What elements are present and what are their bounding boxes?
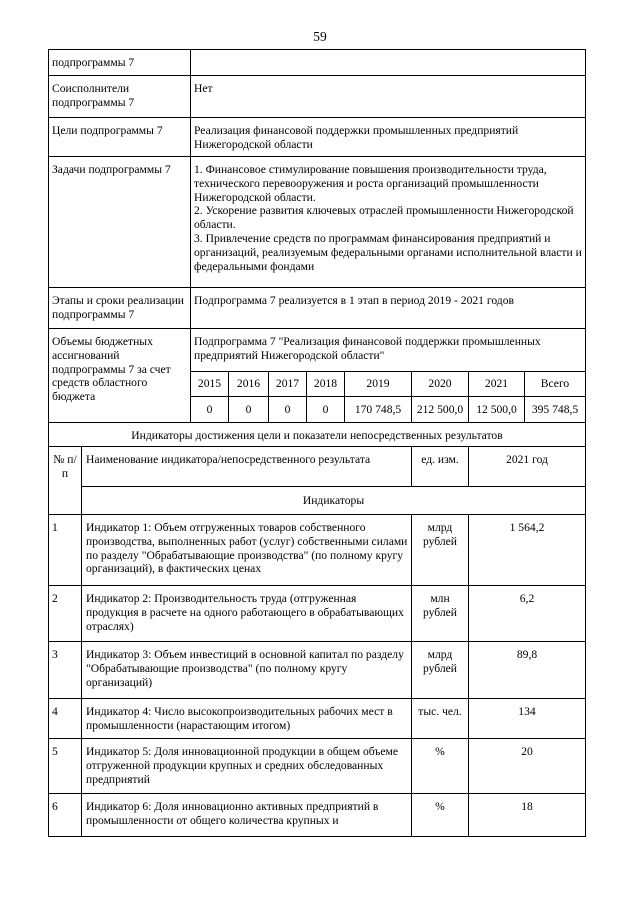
indicator-name: Индикатор 1: Объем отгруженных товаров собственного производства, выполненных работ (услуг) собственными силами по разделу "Обрабатывающие производства" (по полному кругу организаций), в фактических ценах [86, 521, 408, 576]
rule [48, 117, 585, 118]
budget-total-header: Всего [540, 377, 570, 390]
rule [48, 75, 585, 76]
row-label: подпрограммы 7 [52, 56, 135, 69]
budget-total: 395 748,5 [531, 403, 579, 416]
coexecutors-value: Нет [194, 82, 213, 95]
tasks-value [194, 163, 582, 273]
rule [585, 49, 586, 837]
page-number: 59 [313, 29, 327, 44]
goals-value: Реализация финансовой поддержки промышленных предприятий Нижегородской области [194, 124, 519, 151]
col-name-header: Наименование индикатора/непосредственного результата [86, 453, 371, 466]
indicator-name: Индикатор 4: Число высокопроизводительных рабочих мест в промышленности (нарастающим итогом) [86, 705, 393, 732]
budget-year: 2017 [275, 377, 300, 390]
budget-value: 12 500,0 [476, 403, 517, 416]
tasks-label: Задачи подпрограммы 7 [52, 163, 171, 176]
rule [190, 396, 585, 397]
budget-value: 0 [284, 403, 291, 416]
rule [48, 585, 585, 586]
budget-value: 0 [245, 403, 252, 416]
rule [190, 371, 585, 372]
rule [48, 156, 585, 157]
indicator-value: 1 564,2 [509, 521, 545, 534]
task-item: 3. Привлечение средств по программам финансирования предприятий и организаций, реализуемым федеральными органами исполнительной власти и федеральными фондами [194, 231, 582, 273]
rule [48, 641, 585, 642]
budget-year: 2018 [313, 377, 338, 390]
col-year-header: 2021 год [506, 453, 548, 466]
rule [190, 49, 191, 422]
indicator-num: 3 [52, 648, 58, 661]
rule [48, 514, 585, 515]
rule [48, 446, 585, 447]
budget-value: 0 [322, 403, 329, 416]
budget-year: 2020 [428, 377, 452, 390]
budget-year: 2019 [366, 377, 390, 390]
indicator-num: 4 [52, 705, 58, 718]
indicator-unit: % [435, 745, 445, 758]
indicator-value: 20 [521, 745, 533, 758]
rule [48, 698, 585, 699]
goals-label: Цели подпрограммы 7 [52, 124, 163, 137]
budget-value: 212 500,0 [416, 403, 464, 416]
rule [48, 287, 585, 288]
indicator-num: 1 [52, 521, 58, 534]
indicator-name: Индикатор 2: Производительность труда (отгруженная продукция в расчете на одного работающего в обрабатывающих отраслях) [86, 592, 404, 633]
col-unit-header: ед. изм. [421, 453, 459, 466]
budget-year: 2016 [236, 377, 261, 390]
rule [48, 328, 585, 329]
indicator-unit: млрд рублей [422, 521, 458, 548]
rule [48, 738, 585, 739]
stages-label: Этапы и сроки реализации подпрограммы 7 [52, 294, 184, 321]
task-item: 2. Ускорение развития ключевых отраслей промышленности Нижегородской области. [194, 204, 574, 232]
indicator-num: 5 [52, 745, 58, 758]
budget-value: 170 748,5 [354, 403, 402, 416]
indicator-unit: тыс. чел. [418, 705, 462, 718]
indicator-num: 6 [52, 800, 58, 813]
budget-label: Объемы бюджетных ассигнований подпрограммы 7 за счет средств областного бюджета [52, 335, 171, 404]
indicator-name: Индикатор 3: Объем инвестиций в основной капитал по разделу "Обрабатывающие производства" (по полному кругу организаций) [86, 648, 404, 689]
rule [48, 49, 585, 50]
indicator-name: Индикатор 5: Доля инновационной продукции в общем объеме отгруженной продукции крупных и средних обследованных предприятий [86, 745, 398, 786]
rule [48, 836, 585, 837]
budget-year: 2021 [484, 377, 509, 390]
indicator-value: 6,2 [519, 592, 535, 605]
coexecutors-label: Соисполнители подпрограммы 7 [52, 82, 135, 109]
col-num-header: № п/п [53, 453, 77, 480]
indicator-value: 134 [518, 705, 536, 718]
indicator-value: 18 [521, 800, 533, 813]
indicator-unit: млн рублей [422, 592, 458, 619]
rule [468, 514, 469, 837]
budget-title: Подпрограмма 7 "Реализация финансовой поддержки промышленных предприятий Нижегородской области" [194, 335, 541, 362]
indicator-name: Индикатор 6: Доля инновационно активных предприятий в промышленности от общего количества крупных и [86, 800, 379, 827]
budget-year: 2015 [197, 377, 222, 390]
task-item: 1. Финансовое стимулирование повышения производительности труда, технического перевооружения и роста организаций промышленности Нижегородской области. [194, 163, 547, 204]
rule [81, 486, 585, 487]
indicators-subheader: Индикаторы [302, 494, 365, 507]
indicator-value: 89,8 [516, 648, 538, 661]
indicator-unit: млрд рублей [422, 648, 458, 675]
indicators-section-title: Индикаторы достижения цели и показатели непосредственных результатов [131, 429, 503, 442]
stages-value: Подпрограмма 7 реализуется в 1 этап в период 2019 - 2021 годов [194, 294, 514, 307]
budget-value: 0 [206, 403, 213, 416]
rule [411, 514, 412, 837]
rule [48, 793, 585, 794]
indicator-num: 2 [52, 592, 58, 605]
rule [48, 49, 49, 837]
indicator-unit: % [435, 800, 445, 813]
rule [48, 422, 585, 423]
